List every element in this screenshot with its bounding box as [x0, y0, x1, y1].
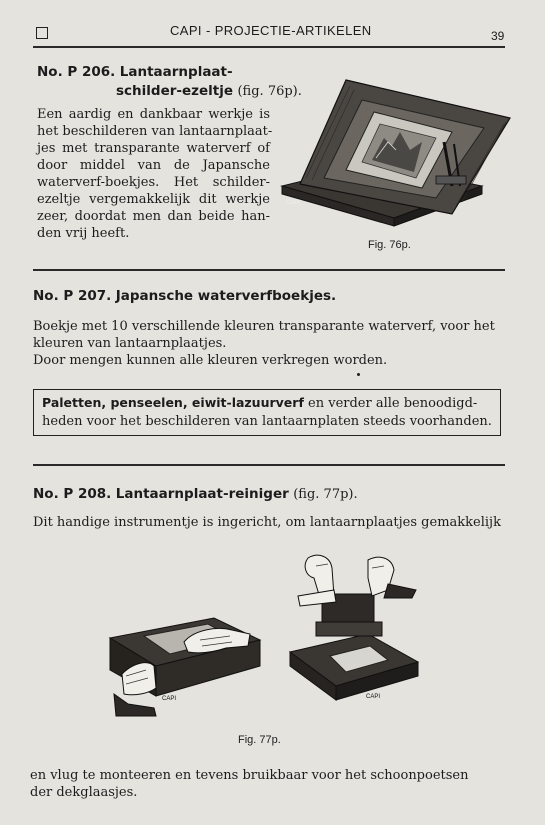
p206-line: den vrij heeft. — [37, 226, 130, 241]
notice-text: en verder alle benoodigd- — [303, 396, 478, 411]
cleaner-right-brand: CAPI — [366, 694, 381, 700]
p207-line: kleuren van lantaarnplaatjes. — [33, 336, 227, 351]
page-number: 39 — [491, 29, 505, 43]
p206-line: waterverf-boekjes. Het schilder- — [37, 175, 270, 190]
p208-title — [33, 486, 358, 502]
p207-line: Boekje met 10 verschillende kleuren transparante waterverf, voor het — [33, 319, 495, 334]
header-square-icon — [36, 27, 48, 39]
p207-title — [33, 288, 336, 304]
p206-title-line1 — [37, 64, 233, 80]
easel-brand-label: CAPI — [286, 200, 301, 206]
p208-intro-line: Dit handige instrumentje is ingericht, om lantaarnplaatjes gemakkelijk — [33, 515, 501, 530]
p206-name-line1: Lantaarnplaat- — [119, 64, 233, 80]
p208-figure-ref: (fig. 77p). — [293, 487, 358, 502]
p208-outro-line: der dekglaasjes. — [30, 785, 138, 800]
notice-line1 — [42, 394, 492, 413]
p206-line: Een aardig en dankbaar werkje is — [37, 107, 270, 122]
header-rule — [33, 46, 505, 48]
p207-number: No. P 207. — [33, 288, 112, 304]
notice-bold-text: Paletten, penseelen, eiwit-lazuurverf — [42, 395, 304, 410]
p206-name-line2: schilder-ezeltje — [116, 83, 234, 99]
p206-figure-ref: (fig. 76p). — [237, 84, 302, 99]
section-rule — [33, 269, 505, 271]
section-rule — [33, 464, 505, 466]
p206-line: zeer, doordat men dan beide han- — [37, 209, 270, 224]
accessories-notice-box — [33, 389, 501, 436]
fig76-caption: Fig. 76p. — [368, 239, 411, 251]
p208-outro-line: en vlug te monteeren en tevens bruikbaar voor het schoonpoetsen — [30, 768, 469, 783]
p206-line: ezeltje vergemakkelijk dit werkje — [37, 192, 270, 207]
p208-name: Lantaarnplaat-reiniger — [115, 486, 289, 502]
p206-number: No. P 206. — [37, 64, 116, 80]
p206-description — [37, 106, 273, 242]
easel-illustration — [276, 66, 512, 236]
fig77-caption: Fig. 77p. — [238, 734, 281, 746]
p206-line: door middel van de Japansche — [37, 158, 270, 173]
notice-line2: heden voor het beschilderen van lantaarnplaten steeds voorhanden. — [42, 414, 492, 429]
p208-intro — [33, 514, 508, 531]
cleaner-left-brand: CAPI — [162, 696, 177, 702]
p206-line: jes met transparante waterverf of — [37, 141, 270, 156]
p207-line: Door mengen kunnen alle kleuren verkregen worden. — [33, 353, 388, 368]
p207-name: Japansche waterverfboekjes. — [115, 288, 337, 304]
p206-line: het beschilderen van lantaarnplaat- — [37, 124, 273, 139]
p207-description — [33, 318, 505, 369]
header-title: CAPI - PROJECTIE-ARTIKELEN — [170, 23, 372, 38]
cleaner-hands-illustration — [104, 596, 264, 720]
p208-outro — [30, 767, 500, 801]
cleaner-open-illustration — [284, 550, 424, 710]
p208-number: No. P 208. — [33, 486, 112, 502]
p206-title-line2 — [116, 83, 302, 99]
stray-dot — [357, 373, 360, 376]
